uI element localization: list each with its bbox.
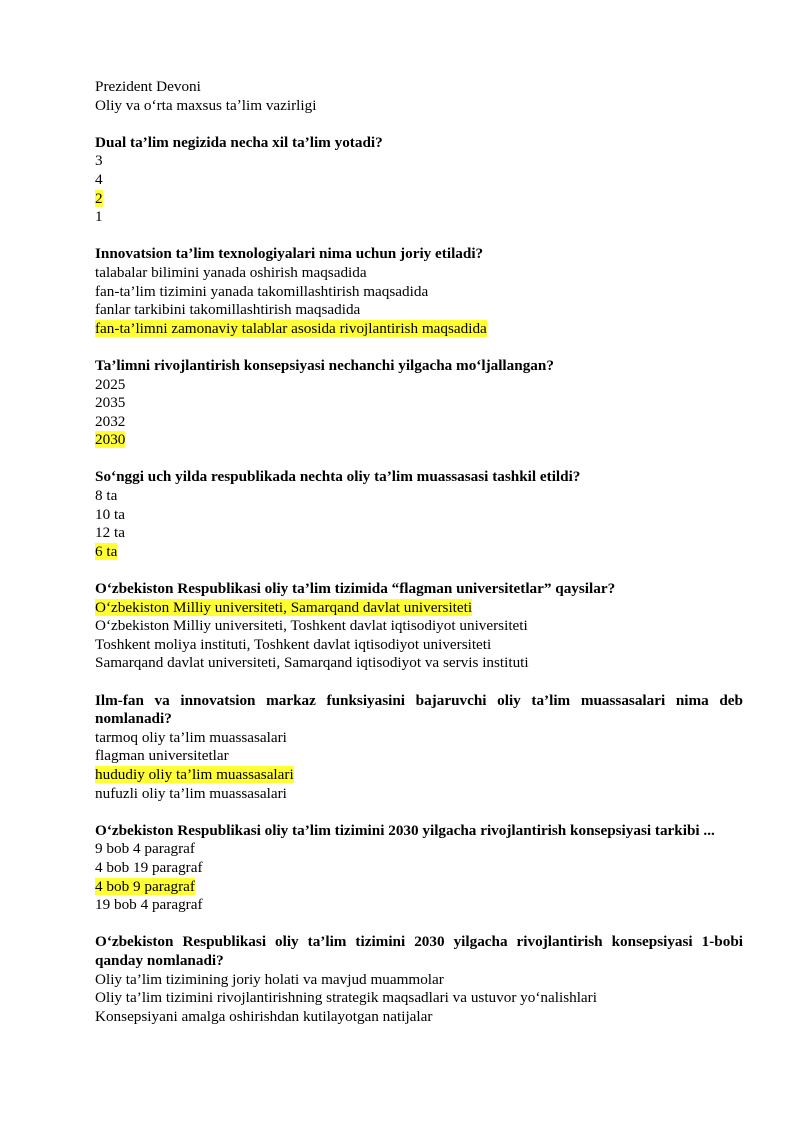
answer-text: Toshkent moliya instituti, Toshkent davlat iqtisodiyot universiteti [95, 635, 492, 653]
answer-option [95, 971, 743, 990]
answer-option [95, 840, 743, 859]
answer-option [95, 543, 743, 562]
answer-text: Oliy ta’lim tizimining joriy holati va mavjud muammolar [95, 970, 444, 988]
answer-text: 8 ta [95, 487, 118, 505]
answer-option [95, 896, 743, 915]
question-list [95, 134, 743, 1027]
highlighted-answer-text: O‘zbekiston Milliy universiteti, Samarqand davlat universiteti [95, 598, 473, 616]
answer-option [95, 208, 743, 227]
highlighted-answer-text: hududiy oliy ta’lim muassasalari [95, 765, 294, 783]
answer-text: O‘zbekiston Milliy universiteti, Toshkent davlat iqtisodiyot universiteti [95, 617, 528, 635]
answer-option [95, 376, 743, 395]
answer-option [95, 654, 743, 673]
answer-option [95, 152, 743, 171]
question-text: O‘zbekiston Respublikasi oliy ta’lim tizimida “flagman universitetlar” qaysilar? [95, 580, 616, 598]
question-block [95, 822, 743, 915]
highlighted-answer-text: 2 [95, 189, 103, 207]
document-page [95, 78, 743, 1026]
answer-text: 3 [95, 152, 103, 170]
answer-text: fan-ta’lim tizimini yanada takomillashtirish maqsadida [95, 282, 429, 300]
question-block [95, 245, 743, 338]
question-block [95, 357, 743, 450]
question-block [95, 692, 743, 804]
answer-option [95, 413, 743, 432]
question-block [95, 580, 743, 673]
answer-text: 2025 [95, 375, 126, 393]
answer-option [95, 487, 743, 506]
answer-text: flagman universitetlar [95, 747, 229, 765]
answer-option [95, 524, 743, 543]
answer-text: 2035 [95, 394, 126, 412]
question-text: Ta’limni rivojlantirish konsepsiyasi nechanchi yilgacha mo‘ljallangan? [95, 356, 554, 374]
question-block [95, 468, 743, 561]
answer-text: 9 bob 4 paragraf [95, 840, 195, 858]
answer-option [95, 264, 743, 283]
answer-option [95, 171, 743, 190]
highlighted-answer-text: 6 ta [95, 542, 118, 560]
question-text: Dual ta’lim negizida necha xil ta’lim yotadi? [95, 133, 383, 151]
answer-option [95, 878, 743, 897]
question-text: Innovatsion ta’lim texnologiyalari nima uchun joriy etiladi? [95, 245, 484, 263]
highlighted-answer-text: 2030 [95, 431, 126, 449]
answer-text: 2032 [95, 412, 126, 430]
answer-option [95, 431, 743, 450]
question-block [95, 134, 743, 227]
answer-option [95, 394, 743, 413]
question-block [95, 933, 743, 1026]
header-office: Prezident Devoni [95, 78, 201, 95]
question-text: O‘zbekiston Respublikasi oliy ta’lim tizimini 2030 yilgacha rivojlantirish konsepsiyasi tarkibi ... [95, 821, 715, 839]
answer-text: 4 bob 19 paragraf [95, 858, 203, 876]
answer-option [95, 190, 743, 209]
answer-option [95, 283, 743, 302]
highlighted-answer-text: 4 bob 9 paragraf [95, 877, 195, 895]
answer-text: tarmoq oliy ta’lim muassasalari [95, 728, 287, 746]
answer-option [95, 506, 743, 525]
answer-option [95, 785, 743, 804]
answer-text: Oliy ta’lim tizimini rivojlantirishning strategik maqsadlari va ustuvor yo‘nalishlari [95, 989, 597, 1007]
answer-option [95, 859, 743, 878]
highlighted-answer-text: fan-ta’limni zamonaviy talablar asosida rivojlantirish maqsadida [95, 319, 487, 337]
answer-option [95, 766, 743, 785]
answer-option [95, 729, 743, 748]
answer-text: nufuzli oliy ta’lim muassasalari [95, 784, 287, 802]
answer-text: fanlar tarkibini takomillashtirish maqsadida [95, 301, 361, 319]
question-text: So‘nggi uch yilda respublikada nechta oliy ta’lim muassasasi tashkil etildi? [95, 468, 581, 486]
answer-option [95, 1008, 743, 1027]
answer-option [95, 301, 743, 320]
answer-option [95, 617, 743, 636]
answer-text: Samarqand davlat universiteti, Samarqand iqtisodiyot va servis instituti [95, 654, 529, 672]
answer-option [95, 599, 743, 618]
answer-text: 12 ta [95, 524, 125, 542]
answer-text: 1 [95, 208, 103, 226]
header-ministry: Oliy va oʻrta maxsus taʼlim vazirligi [95, 96, 317, 114]
question-text: Ilm-fan va innovatsion markaz funksiyasini bajaruvchi oliy ta’lim muassasalari nima deb nomlanadi? [95, 691, 743, 728]
answer-text: 19 bob 4 paragraf [95, 896, 203, 914]
answer-text: 10 ta [95, 505, 125, 523]
answer-text: Konsepsiyani amalga oshirishdan kutilayotgan natijalar [95, 1007, 433, 1025]
question-text: O‘zbekiston Respublikasi oliy ta’lim tizimini 2030 yilgacha rivojlantirish konsepsiyasi 1-bobi qanday nomlanadi? [95, 933, 743, 969]
answer-option [95, 636, 743, 655]
answer-option [95, 747, 743, 766]
answer-text: talabalar bilimini yanada oshirish maqsadida [95, 263, 367, 281]
answer-option [95, 989, 743, 1008]
answer-text: 4 [95, 170, 103, 188]
answer-option [95, 320, 743, 339]
